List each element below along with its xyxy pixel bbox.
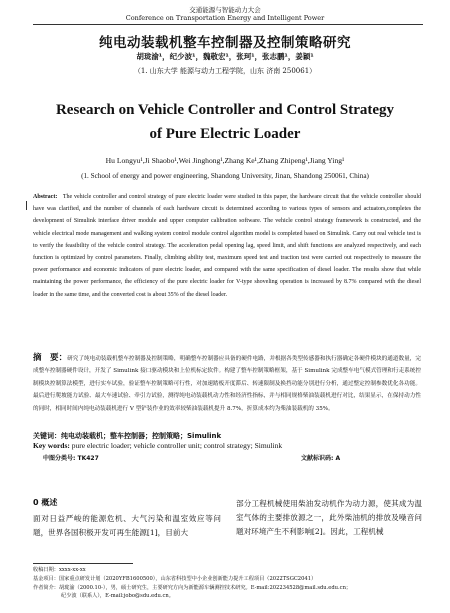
abstract-en-label: Abstract: — [33, 194, 58, 200]
document-code: 文献标识码: A — [301, 455, 341, 462]
header-rule — [33, 24, 423, 25]
authors-en: Hu Longyu¹,Ji Shaobo¹,Wei Jinghong¹,Zhang Ke¹,Zhang Zhipeng¹,Jiang Ying¹ — [105, 156, 345, 165]
footnote-funding: 基金项目：国家重点研发计划（2020YFB1600500），山东省科技型中小企业创新能力提升工程项目（2022TSGC2041） — [33, 575, 317, 582]
body-text-left: 面对日益严峻的能源危机、大气污染和温室效应等问题，世界各国积极开发可再生能源[1]，目前大 — [33, 514, 221, 537]
keywords-en-label: Key words: — [33, 441, 70, 450]
abstract-zh-text: 研究了纯电动装载机整车控制器及控制策略，明确整车控制器应具备的硬件电路，并根据各类型传感器和执行器确定各硬件模块的通道数量，完成整车控制器硬件设计，开发了 Simulink 接口驱动模块和上位机标定软件。构建了整车控制策略框架，基于 Simulink 完成整车电气模式管理和行走系统控制模块控制算法模型，进行实车试验，验证整车控制策略可行性，对加速踏板开度滞后、转速限制及换挡功能分别进行分析，通过整定控制参数优化各功能。最后进行爬坡能力试验、最大车速试验、牵引力试验，测得纯电动装载机动力性和经济性指标，并与相同规格柴油装载机进行对比，结果显示，在保持动力性的同时，相同时间内纯电动装载机进行 V 型铲装作业的效率较柴油装载机提升 8.7%，折算成本约为柴油装载机的 35%。 — [33, 356, 421, 412]
keywords-en — [33, 441, 421, 450]
footnote-received: 收稿日期：xxxx-xx-xx — [33, 567, 86, 573]
keywords-zh-text: 纯电动装载机；整车控制器；控制策略；Simulink — [61, 432, 222, 440]
abstract-en-text: The vehicle controller and control strategy of pure electric loader were studied in this paper, the hardware circuit that the vehicle controller should have was clarified, and the number of channels of each hardware circuit is determined according to various types of sensors and actuators,completes the development of Simulink interface driver module and upper computer calibration software. The vehicle control strategy framework is constructed, and the vehicle electrical mode management and walking system control module control algorithm model is completed based on Simulink. Carry out real vehicle test is to verify the feasibility of the vehicle control strategy. The acceleration pedal opening lag, speed limit, and shift functions are analyzed respectively, and each function is optimized by control parameters. Finally, climbing ability test, maximum speed test and traction test were carried out respectively to measure the power performance and economic indicators of pure electric loader, and compared with the same specification of diesel loader. The results show that while maintaining the power performance, the efficiency of the pure electric loader for V-type shoveling operation is increased by 8.7% compared with the diesel loader in the same time, and the converted cost is about 35% of the diesel loader. — [33, 194, 421, 298]
abstract-zh-label: 摘 要： — [33, 353, 68, 363]
text-cursor-mark — [26, 201, 27, 210]
keywords-zh — [33, 431, 421, 441]
authors-zh: 胡珑渝¹，纪少波¹，魏敬宏¹，张珂¹，张志鹏¹，姜颖¹ — [136, 52, 314, 61]
footnotes — [33, 566, 433, 601]
footnote-rule — [33, 563, 133, 564]
conference-name-zh: 交通能源与智能动力大会 — [189, 6, 261, 14]
conference-name-en: Conference on Transportation Energy and Intelligent Power — [125, 14, 325, 22]
title-zh: 纯电动装载机整车控制器及控制策略研究 — [99, 35, 351, 51]
body-column-left — [33, 512, 221, 540]
affiliation-zh: （1. 山东大学 能源与动力工程学院，山东 济南 250061） — [133, 67, 317, 75]
abstract-en — [33, 191, 421, 301]
footnote-corresponding: 纪少波（联系人），E-mail:jobo@sdu.edu.cn。 — [61, 593, 174, 600]
affiliation-en: (1. School of energy and power engineering, Shandong University, Jinan, Shandong 250061, China) — [81, 172, 369, 180]
section-heading: 0 概述 — [33, 498, 58, 507]
keywords-en-text: pure electric loader; vehicle controller unit; control strategy; Simulink — [71, 441, 283, 450]
body-text-right: 部分工程机械使用柴油发动机作为动力源，使其成为温室气体的主要排放源之一，此外柴油机的排放及噪音问题对环境产生不利影响[2]。因此，工程机械 — [236, 499, 422, 536]
title-en-line2: of Pure Electric Loader — [149, 126, 301, 142]
clc-number: 中图分类号: TK427 — [43, 455, 99, 462]
title-en-line1: Research on Vehicle Controller and Control Strategy — [55, 102, 395, 118]
keywords-zh-label: 关键词： — [33, 432, 61, 440]
footnote-author: 作者简介：胡珑渝（2000.10-），男，硕士研究生，主要研究方向为新能源车辆测控技术研究。E-mail:202234528@mail.sdu.edu.cn； — [33, 584, 352, 591]
body-column-right — [236, 497, 422, 539]
abstract-zh — [33, 352, 421, 415]
